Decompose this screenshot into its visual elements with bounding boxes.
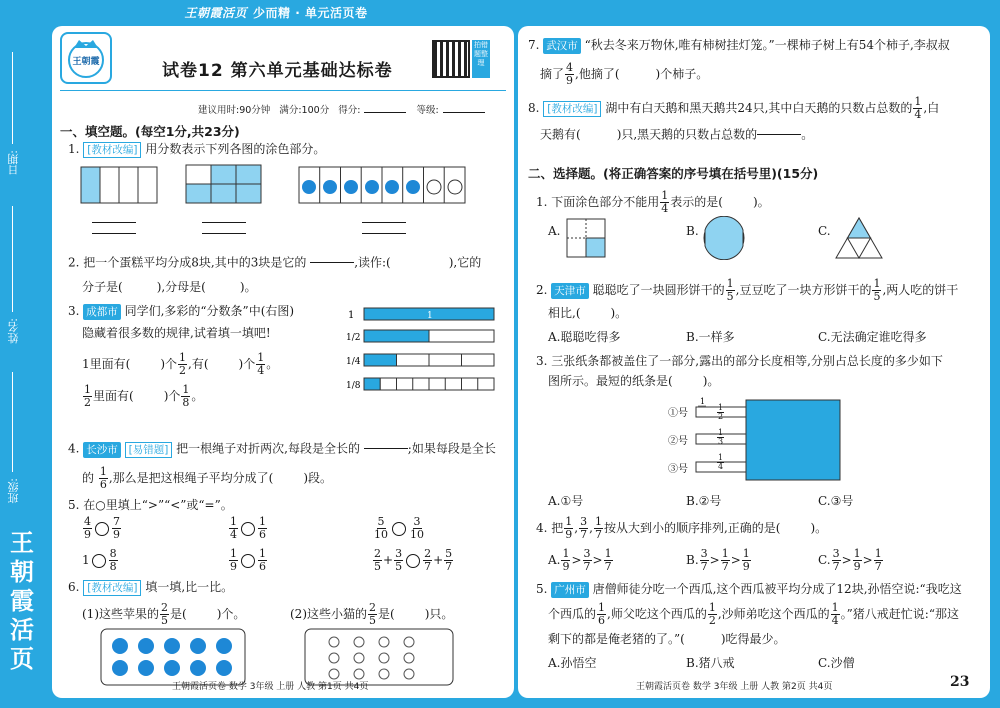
grade-field[interactable] xyxy=(443,112,485,113)
brand-char: 活 xyxy=(10,615,34,644)
q1-answer-a[interactable] xyxy=(92,212,136,234)
compare-circle[interactable] xyxy=(406,554,420,568)
name-line xyxy=(12,206,13,312)
c3-option-a[interactable]: A.①号 xyxy=(548,494,584,508)
q3-tag: 成都市 xyxy=(83,304,121,320)
question-4-line2 xyxy=(82,466,332,491)
name-label: 姓名: xyxy=(7,318,20,344)
q4-frac-blank[interactable] xyxy=(364,438,408,460)
c4-option-c[interactable]: C. $\frac{3}{7}$ > $\frac{1}{9}$ > $\frac{1}{7}$ xyxy=(818,547,882,573)
choice-5-line3: 剩下的都是俺老猪的了。”( )吃得最少。 xyxy=(548,632,786,646)
section2-heading: 二、选择题。(将正确答案的序号填在括号里)(15分) xyxy=(528,166,819,181)
c3-option-c[interactable]: C.③号 xyxy=(818,494,854,508)
question-5 xyxy=(68,496,233,513)
q3-l1e: 。 xyxy=(266,357,279,371)
q1-figure-apples xyxy=(298,166,468,204)
q4-tag2: [易错题] xyxy=(125,442,173,458)
strip-fractions: $\frac{1}{2}$ $\frac{1}{3}$ $\frac{1}{4}$ xyxy=(718,403,724,471)
q2-text-f: )。 xyxy=(239,280,257,294)
q8-frac-blank[interactable] xyxy=(757,124,801,146)
q1-figure-b xyxy=(185,164,265,204)
q4-text-a: 把一根绳子对折两次,每段是全长的 xyxy=(176,441,360,456)
q4-tag: 长沙市 xyxy=(83,442,121,458)
brand-char: 霞 xyxy=(10,586,34,615)
fraction-bar-chart xyxy=(342,306,502,406)
c1-option-c[interactable]: C. xyxy=(818,224,831,238)
c1-figure-c xyxy=(834,216,884,260)
q3-l1c: ,有( xyxy=(188,357,209,371)
question-7 xyxy=(528,36,950,54)
q-num: 8. xyxy=(528,101,540,115)
question-8-line2: 天鹅有( )只,黑天鹅的只数占总数的 。 xyxy=(540,124,813,146)
margin-brand xyxy=(4,528,40,673)
c2-tag: 天津市 xyxy=(551,283,589,299)
q8-text-a: 湖中有白天鹅和黑天鹅共24只,其中白天鹅的只数占总数的 xyxy=(605,101,913,115)
left-page xyxy=(52,26,514,698)
question-4 xyxy=(68,438,496,460)
q3-l2b: )个 xyxy=(163,389,181,403)
strip-label-2: ②号 xyxy=(668,436,688,447)
bar-label-1: 1 xyxy=(348,310,355,321)
choice-5: 5. 广州市 唐僧师徒分吃一个西瓜,这个西瓜被平均分成了12块,孙悟空说:“我吃这 xyxy=(536,582,962,596)
date-line xyxy=(12,52,13,144)
strip-label-1: ①号 xyxy=(668,408,688,419)
brand-logo xyxy=(60,32,112,84)
question-2 xyxy=(68,252,481,274)
q2-text-e: ),分母是( xyxy=(156,280,206,294)
q7-text-a: “秋去冬来万物休,唯有柿树挂灯笼。”一棵柿子树上有54个柿子,李叔叔 xyxy=(584,38,950,52)
q-num: 7. xyxy=(528,38,540,52)
q3-l1a: 1里面有( xyxy=(82,357,131,371)
q4-text-d: ,那么是把这根绳子平均分成了( xyxy=(108,471,274,485)
q-num: 2. xyxy=(68,255,80,270)
question-7-line2: 摘了 $\frac{4}{9}$ ,他摘了( )个柿子。 xyxy=(540,61,709,87)
c5-option-b[interactable]: B.猪八戒 xyxy=(686,656,735,670)
c1-figure-a xyxy=(566,218,606,258)
compare-6: $\frac{2}{5}$ + $\frac{3}{5}$ $\frac{2}{7}$ + $\frac{5}{7}$ xyxy=(374,547,453,573)
q3-text-b: 隐藏着很多数的规律,试着填一填吧! xyxy=(82,326,271,340)
choice-3-line2: 图所示。最短的纸条是( )。 xyxy=(548,374,720,388)
compare-circle[interactable] xyxy=(392,522,406,536)
q8-tag: [教材改编] xyxy=(543,101,601,117)
c3-strip-figure xyxy=(666,390,846,486)
c4-option-a[interactable]: A. $\frac{1}{9}$ > $\frac{3}{7}$ > $\frac{1}{7}$ xyxy=(548,547,612,573)
compare-1: $\frac{4}{9}$ $\frac{7}{9}$ xyxy=(84,515,120,541)
time-text: 建议用时:90分钟 xyxy=(198,105,271,116)
c3-option-b[interactable]: B.②号 xyxy=(686,494,722,508)
bar-label-half: 1/2 xyxy=(346,333,361,343)
choice-2: 2. 天津市 聪聪吃了一块圆形饼干的 $\frac{1}{5}$ ,豆豆吃了一块方形饼干的 $\frac{1}{5}$ ,两人吃的饼干 xyxy=(536,277,959,303)
bar-label-eighth: 1/8 xyxy=(346,381,361,391)
q4-text-b: ;如果每段是全长 xyxy=(407,441,496,456)
compare-3: $\frac{5}{10}$ $\frac{3}{10}$ xyxy=(374,515,424,541)
compare-circle[interactable] xyxy=(95,522,109,536)
q3-line1 xyxy=(82,352,278,377)
banner-subtitle: 少而精 · 单元活页卷 xyxy=(253,5,368,20)
compare-circle[interactable] xyxy=(92,554,106,568)
compare-circle[interactable] xyxy=(241,554,255,568)
bar-label-quarter: 1/4 xyxy=(346,357,361,367)
bar-inner-label: 1 xyxy=(427,311,433,321)
q2-frac-blank[interactable] xyxy=(310,252,354,274)
q2-text-b: ,读作:( xyxy=(354,255,391,270)
question-8: 8. [教材改编] 湖中有白天鹅和黑天鹅共24只,其中白天鹅的只数占总数的 $\frac{1}{4}$ ,白 xyxy=(528,95,940,121)
brand-char: 朝 xyxy=(10,557,34,586)
q4-text-e: )段。 xyxy=(303,471,333,485)
choice-3: 3. 三张纸条都被盖住了一部分,露出的部分长度相等,分别占总长度的多少如下 xyxy=(536,354,943,368)
q1-answer-c[interactable] xyxy=(362,212,406,234)
c1-option-a[interactable]: A. xyxy=(548,224,561,238)
q3-text-a: 同学们,多彩的“分数条”中(右图) xyxy=(124,304,295,318)
q2-text-a: 把一个蛋糕平均分成8块,其中的3块是它的 xyxy=(83,255,307,270)
c5-tag: 广州市 xyxy=(551,582,589,598)
q-num: 1. xyxy=(68,142,80,156)
q2-text-d: 分子是( xyxy=(82,280,123,294)
left-footer: 王朝霞活页卷 数学 3年级 上册 人教 第1页 共4页 xyxy=(172,682,369,692)
q1-tag: [教材改编] xyxy=(83,142,141,158)
choice-4: 4. 把 $\frac{1}{9}$ , $\frac{3}{7}$ , $\frac{1}{7}$ 按从大到小的顺序排列,正确的是( )。 xyxy=(536,515,828,541)
page-title: 试卷12 第六单元基础达标卷 xyxy=(162,61,393,81)
q6-part2: (2)这些小猫的 $\frac{2}{5}$ 是( )只。 xyxy=(290,601,454,627)
top-banner xyxy=(163,0,389,24)
q1-figure-a xyxy=(80,166,160,204)
q1-text: 用分数表示下列各图的涂色部分。 xyxy=(145,142,326,156)
choice-2-line2: 相比,( )。 xyxy=(548,306,628,320)
c2-option-a[interactable]: A.聪聪吃得多 xyxy=(548,330,621,344)
question-1 xyxy=(68,140,325,158)
right-page xyxy=(518,26,990,698)
choice-1: 1. 下面涂色部分不能用 $\frac{1}{4}$ 表示的是( )。 xyxy=(536,189,770,215)
q-num: 5. xyxy=(68,498,80,512)
c5-option-c[interactable]: C.沙僧 xyxy=(818,656,855,670)
q3-l2c: 。 xyxy=(191,389,204,403)
c5-option-a[interactable]: A.孙悟空 xyxy=(548,656,597,670)
choice-5-line2: 个西瓜的 $\frac{1}{6}$ ,师父吃这个西瓜的 $\frac{1}{2}$ ,沙师弟吃这个西瓜的 $\frac{1}{4}$ 。”猪八戒赶忙说:“那这 xyxy=(548,601,959,627)
class-line xyxy=(12,372,13,472)
compare-5: $\frac{1}{9}$ $\frac{1}{6}$ xyxy=(230,547,266,573)
q-num: 3. xyxy=(68,304,80,318)
banner-brand: 王朝霞活页 xyxy=(184,5,248,20)
q6-tag: [教材改编] xyxy=(83,580,141,596)
q7-tag: 武汉市 xyxy=(543,38,581,54)
section1-heading: 一、填空题。(每空1分,共23分) xyxy=(60,124,240,139)
q3-l1d: )个 xyxy=(238,357,256,371)
q1-answer-b[interactable] xyxy=(202,212,246,234)
compare-circle[interactable] xyxy=(241,522,255,536)
frac-1-2: $\frac{1}{2}$ xyxy=(84,383,91,409)
brand-char: 页 xyxy=(10,644,34,673)
cats-picture xyxy=(304,628,454,686)
q3-l2a: 里面有( xyxy=(93,389,134,403)
crown-icon xyxy=(64,36,108,80)
full-score-text: 满分:100分 xyxy=(279,105,330,116)
c2-option-c[interactable]: C.无法确定谁吃得多 xyxy=(818,330,927,344)
c2-option-b[interactable]: B.一样多 xyxy=(686,330,735,344)
q6-text: 填一填,比一比。 xyxy=(145,580,234,594)
q-num: 6. xyxy=(68,580,80,594)
strip-label-3: ③号 xyxy=(668,464,688,475)
frac-1-8: $\frac{1}{8}$ xyxy=(182,383,190,409)
frac-1-6: $\frac{1}{6}$ xyxy=(99,465,107,491)
c4-option-b[interactable]: B. $\frac{3}{7}$ > $\frac{1}{7}$ > $\frac{1}{9}$ xyxy=(686,547,750,573)
q3-line2 xyxy=(82,384,203,409)
page-number: 23 xyxy=(950,674,970,690)
c1-option-b[interactable]: B. xyxy=(686,224,699,238)
q2-text-c: ),它的 xyxy=(448,255,482,270)
score-field[interactable] xyxy=(364,112,406,113)
frac-1-2: $\frac{1}{2}$ xyxy=(179,351,187,377)
q4-text-c: 的 xyxy=(82,471,95,485)
question-6 xyxy=(68,578,233,596)
apples-picture xyxy=(100,628,246,686)
q-num: 4. xyxy=(68,441,80,456)
q3-l1b: )个 xyxy=(160,357,178,371)
date-label: 日期: xyxy=(7,150,20,176)
q6-part1: (1)这些苹果的 $\frac{2}{5}$ 是( )个。 xyxy=(82,601,246,627)
right-footer: 王朝霞活页卷 数学 3年级 上册 人教 第2页 共4页 xyxy=(636,682,833,692)
compare-4: 1 $\frac{8}{8}$ xyxy=(82,547,117,573)
c1-figure-b xyxy=(702,216,746,260)
qr-code[interactable] xyxy=(432,40,470,78)
q5-text: 在○里填上“>”“<”或“=”。 xyxy=(83,498,233,512)
header-divider xyxy=(60,90,506,91)
compare-2: $\frac{1}{4}$ $\frac{1}{6}$ xyxy=(230,515,266,541)
frac-1-4: $\frac{1}{4}$ xyxy=(257,351,265,377)
class-label: 班级: xyxy=(7,478,20,504)
strip1-frac-num: 1 xyxy=(700,397,706,406)
question-2-line2 xyxy=(82,278,257,295)
exam-meta xyxy=(198,102,489,116)
qr-label: 拍错题整理 xyxy=(472,40,490,78)
question-3 xyxy=(68,302,294,320)
grade-label: 等级: xyxy=(416,105,439,116)
brand-char: 王 xyxy=(10,528,34,557)
logo-text: 王朝霞 xyxy=(72,57,100,67)
score-label: 得分: xyxy=(338,105,361,116)
